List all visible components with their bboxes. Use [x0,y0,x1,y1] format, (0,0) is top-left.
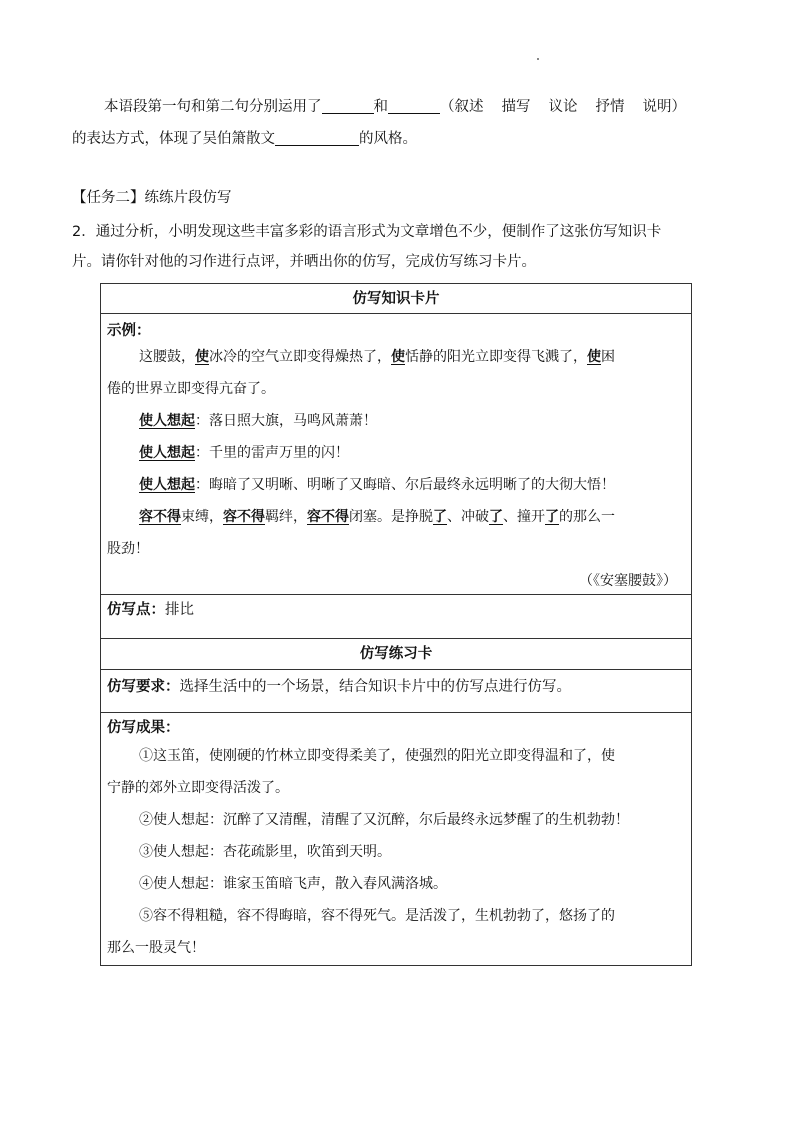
option-argue: 议论 [548,99,578,115]
divider [101,669,691,670]
example-para-4: 使人想起：晦暗了又明晰、明晰了又晦暗、尔后最终永远明晰了的大彻大悟！ [139,477,615,493]
intro-line-2: 的表达方式，体现了吴伯箫散文 的风格。 [72,131,417,147]
option-lyric: 抒情 [595,99,625,115]
imitation-requirement: 仿写要求：选择生活中的一个场景，结合知识卡片中的仿写点进行仿写。 [107,679,571,695]
example-label: 示例： [107,323,151,339]
divider [101,313,691,314]
answer-blank-2[interactable] [388,97,440,114]
answer-blank-3[interactable] [275,129,359,146]
example-para-5: 容不得束缚，容不得羁绊，容不得闭塞。是挣脱了、冲破了、撞开了的那么一 [139,509,615,525]
divider [101,594,691,595]
example-source: （《安塞腰鼓》） [579,573,677,589]
example-para-2: 使人想起：落日照大旗，马鸣风萧萧！ [139,413,377,429]
result-label: 仿写成果： [107,720,180,736]
example-text: 这腰鼓，使冰冷的空气立即变得燥热了，使恬静的阳光立即变得飞溅了，使困 倦的世界立即变得亢奋了。 使人想起：落日照大旗，马鸣风萧萧！ 使人想起：千里的雷声万里的闪！ 使人想起：晦暗了又明晰、明晰了又晦暗、尔后最终永远明晰了的大彻大悟！ 容不得束缚，容不得羁绊，容不得闭塞。是挣脱了、冲破了、撞开了的那么一 股劲！ （《安塞腰鼓》） [107,341,687,597]
practice-card-title: 仿写练习卡 [359,646,433,662]
intro-line-1: 本语段第一句和第二句分别运用了 和 （叙述 描写 议论 抒情 说明） [104,99,686,115]
page-speck [537,58,539,60]
task2-heading: 【任务二】练练片段仿写 [72,190,232,206]
answer-blank-1[interactable] [322,97,374,114]
knowledge-card-title: 仿写知识卡片 [352,291,440,307]
result-text: ①这玉笛，使刚硬的竹林立即变得柔美了，使强烈的阳光立即变得温和了，使 宁静的郊外立即变得活泼了。 ②使人想起：沉醉了又清醒，清醒了又沉醉，尔后最终永远梦醒了的生机勃勃！ ③使人想起：杏花疏影里，吹笛到天明。 ④使人想起：谁家玉笛暗飞声，散入春风满洛城。 ⑤容不得粗糙，容不得晦暗，容不得死气。是活泼了，生机勃勃了，悠扬了的 那么一股灵气！ [107,748,629,956]
option-explain: 说明） [642,99,686,115]
divider [101,712,691,713]
imitation-card [100,283,692,966]
example-para-3: 使人想起：千里的雷声万里的闪！ [139,445,349,461]
imitation-point: 仿写点：排比 [107,602,194,618]
task2-question: 2．通过分析，小明发现这些丰富多彩的语言形式为文章增色不少，便制作了这张仿写知识卡 片。请你针对他的习作进行点评，并晒出你的仿写，完成仿写练习卡片。 [72,224,662,270]
example-para-1: 这腰鼓，使冰冷的空气立即变得燥热了，使恬静的阳光立即变得飞溅了，使困 [139,349,615,365]
option-narrate: （叙述 [440,99,484,115]
intro-paragraph [72,95,732,151]
option-describe: 描写 [501,99,531,115]
divider [101,638,691,639]
